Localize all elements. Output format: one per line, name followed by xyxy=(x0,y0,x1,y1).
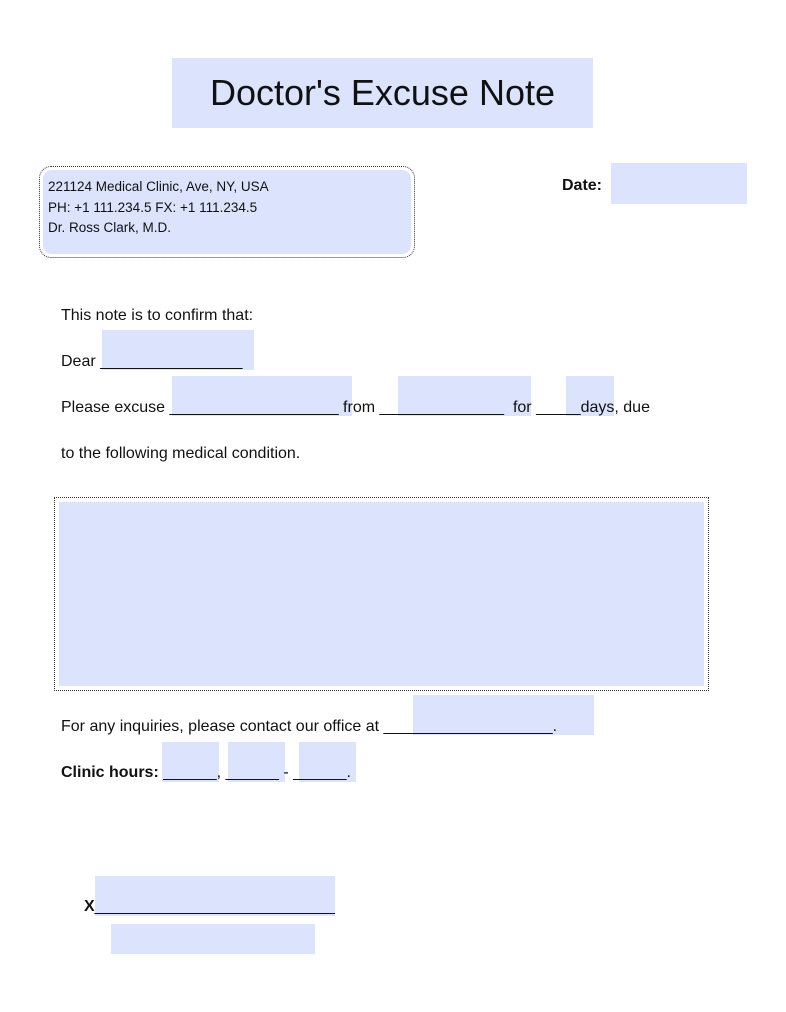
hours-label: Clinic hours: xyxy=(61,764,159,781)
contact-label: For any inquiries, please contact our office at xyxy=(61,718,384,735)
hours-blank-3: ______ xyxy=(293,764,347,781)
excuse-line xyxy=(61,400,650,416)
medical-condition-box[interactable] xyxy=(54,497,709,691)
contact-blank: ___________________ xyxy=(383,718,553,735)
contact-line xyxy=(61,719,557,735)
hours-blank-1: ______ xyxy=(163,764,217,781)
medical-condition-field[interactable] xyxy=(59,502,704,686)
dear-label: Dear xyxy=(61,353,101,370)
page-title: Doctor's Excuse Note xyxy=(172,58,593,128)
contact-end: . xyxy=(552,718,558,735)
hours-sep-1: , xyxy=(216,764,226,781)
days-label: days, due xyxy=(580,399,650,416)
condition-line: to the following medical condition. xyxy=(61,445,301,462)
date-field[interactable] xyxy=(611,163,747,204)
clinic-phone-fax: PH: +1 111.234.5 FX: +1 111.234.5 xyxy=(48,199,258,215)
hours-sep-2: - xyxy=(278,764,294,781)
date-label: Date: xyxy=(562,177,603,194)
clinic-doctor: Dr. Ross Clark, M.D. xyxy=(48,220,172,235)
signature-x: X xyxy=(84,898,95,915)
clinic-info-field[interactable] xyxy=(43,170,411,254)
confirm-line: This note is to confirm that: xyxy=(61,307,254,324)
doctor-name-field[interactable] xyxy=(111,924,315,954)
days-blank: _____ xyxy=(536,399,581,416)
from-blank: ______________ xyxy=(379,399,505,416)
excuse-label: Please excuse xyxy=(61,399,170,416)
dear-line xyxy=(61,354,243,370)
hours-line xyxy=(61,765,351,781)
dear-blank: ________________ xyxy=(100,353,243,370)
hours-blank-2: ______ xyxy=(225,764,279,781)
clinic-info-box[interactable] xyxy=(39,166,415,258)
signature-blank: ___________________________ xyxy=(94,898,335,915)
clinic-address: 221124 Medical Clinic, Ave, NY, USA xyxy=(48,179,269,194)
for-label: for xyxy=(504,399,537,416)
excuse-blank: ___________________ xyxy=(169,399,339,416)
from-label: from xyxy=(338,399,380,416)
hours-end: . xyxy=(346,764,351,781)
signature-line xyxy=(84,899,335,915)
